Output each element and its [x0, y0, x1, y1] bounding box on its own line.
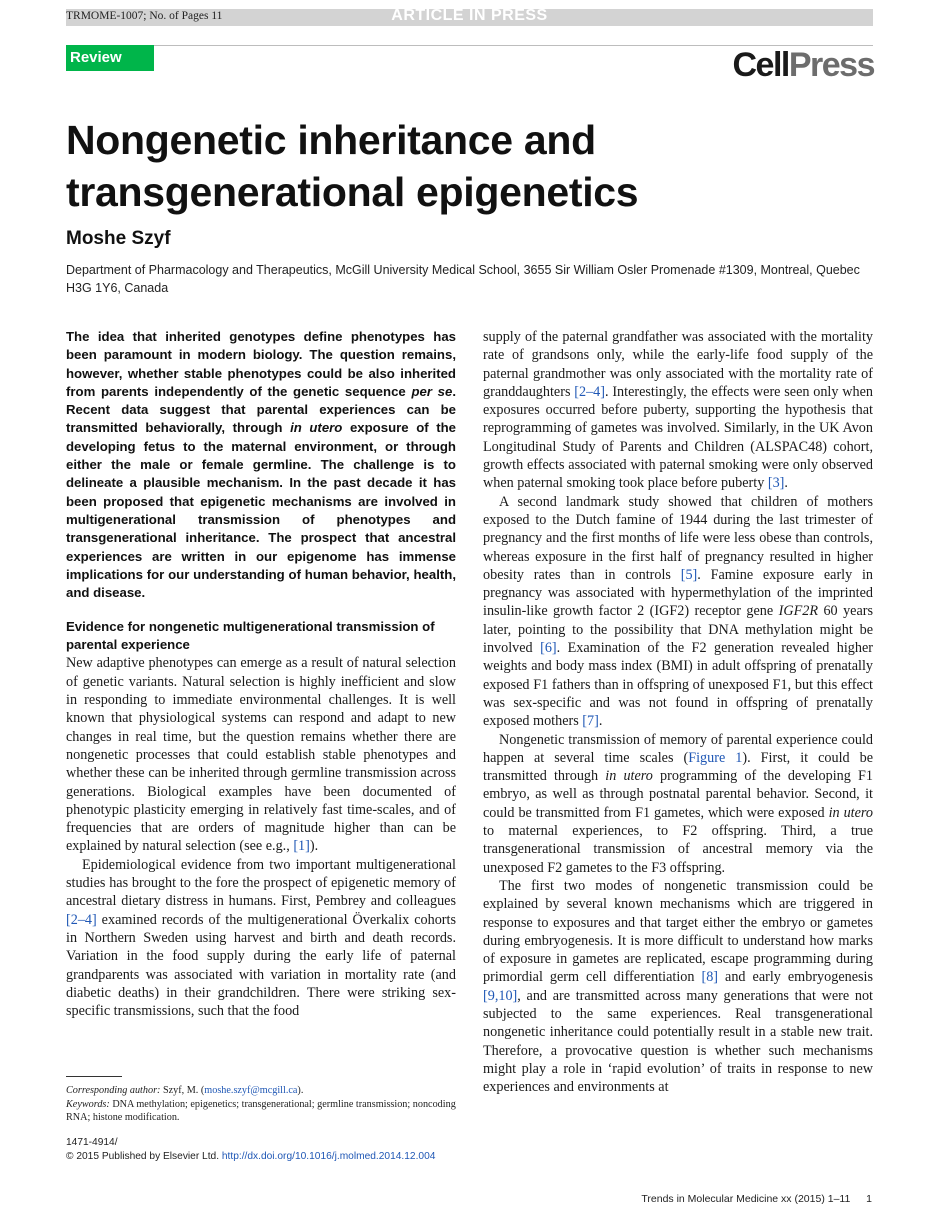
article-title: Nongenetic inheritance and transgenerational epigenetics [66, 117, 639, 215]
section-badge: Review [66, 45, 154, 71]
paragraph: The first two modes of nongenetic transmission could be explained by several known mechanisms which are triggered in response to exposures and that target either the embryo or gametes during embryogenesis. It is more difficult to understand how marks of exposure in gametes are replicated, escape programming during primordial germ cell differentiation [8] and early embryogenesis [9,10], and are transmitted across many generations that were not subjected to the same experiences. Real transgenerational nongenetic inheritance could potentially result in a stable new trait. Therefore, a provocative question is whether such mechanisms might play a role in ‘rapid evolution’ of traits in response to new experiences and environments at [483, 877, 873, 1096]
right-column [483, 328, 873, 1096]
running-head: TRMOME-1007; No. of Pages 11 [66, 10, 223, 22]
logo-press-text: Press [788, 46, 874, 84]
logo-cell-text: Cell [732, 46, 789, 84]
citation-link[interactable]: [7] [582, 713, 599, 730]
paragraph: Epidemiological evidence from two important multigenerational studies has brought to the fore the prospect of epigenetic memory of ancestral dietary distress in humans. First, Pembrey and colleagues [2–4] examined records of the multigenerational Överkalix cohorts in Northern Sweden using harvest and birth and death records. Variation in the food supply during the early life of paternal grandparents was associated with variation in mortality rate (and diabetic deaths) in their grandchildren. There were striking sex-specific transmissions, such that the food [66, 856, 456, 1020]
page-footer [641, 1193, 872, 1205]
citation-link[interactable]: [9,10] [483, 987, 518, 1004]
issn: 1471-4914/ [66, 1137, 118, 1148]
citation-link[interactable]: [1] [293, 838, 310, 855]
paragraph: supply of the paternal grandfather was associated with the mortality rate of grandsons only, while the early-life food supply of the paternal grandmother was only associated with the mortality rate of granddaughters [2–4]. Interestingly, the effects were seen only when exposures occurred before puberty, supporting the hypothesis that reprogramming of gametes was involved. Similarly, in the UK Avon Longitudinal Study of Parents and Children (ALSPAC48) cohort, growth effects associated with paternal smoking were only observed when paternal smoking took place before puberty [3]. [483, 329, 873, 492]
page-number: 1 [866, 1193, 872, 1205]
footnote-divider [66, 1076, 122, 1077]
email-link[interactable]: moshe.szyf@mcgill.ca [204, 1085, 298, 1096]
paragraph: A second landmark study showed that children of mothers exposed to the Dutch famine of 1944 during the last trimester of pregnancy and the first months of life were less obese than controls, whereas exposure in the first half of pregnancy resulted in higher obesity rates than in controls [5]. Famine exposure early in pregnancy was associated with hypermethylation of the imprinted insulin-like growth factor 2 (IGF2) receptor gene IGF2R 60 years later, pointing to the possibility that DNA methylation might be involved [6]. Examination of the F2 generation revealed higher weights and body mass index (BMI) in adult offspring of prenatally exposed F1 fathers than in offspring of unexposed F1, but this effect was sex-specific and was not found in offspring of prenatally exposed mothers [7]. [483, 493, 874, 730]
citation-link[interactable]: [8] [701, 969, 719, 986]
author-name: Moshe Szyf [66, 228, 171, 249]
footnotes [66, 1084, 466, 1125]
paragraph: Nongenetic transmission of memory of parental experience could happen at several time scales (Figure 1). First, it could be transmitted through in utero programming of the developing F1 embryo, as well as through postnatal parental behavior. Second, it could be transmitted from F1 gametes, which were exposed in utero to maternal experiences, to F2 offspring. Third, a true transgenerational transmission of ancestral memory via the unexposed F2 gametes to the F3 offspring. [483, 731, 874, 876]
left-column [66, 328, 456, 1020]
publication-info [66, 1136, 435, 1164]
top-status-bar [66, 9, 873, 26]
publisher-logo [733, 45, 875, 85]
paragraph: New adaptive phenotypes can emerge as a result of natural selection of genetic variants. Natural selection is highly inefficient and slow in responding to immediate environmental challenges. It is well known that physiological systems can respond and adapt to new changes in real time, but the question remains whether there are nongenetic processes that could establish stable phenotypes and whether these can be inherited through germline transmission across generations. Biological examples have been documented of phenotypic plasticity emerging in relatively fast time-scales, and of frequencies that are orders of magnitude higher than can be explained by natural selection (see e.g., [1]). [66, 655, 456, 855]
corresponding-author: Corresponding author: Szyf, M. (moshe.szyf@mcgill.ca). [66, 1085, 304, 1096]
citation-link[interactable]: [2–4] [66, 911, 97, 928]
figure-link[interactable]: Figure 1 [688, 749, 743, 766]
section-heading: Evidence for nongenetic multigenerational transmission of parental experience [66, 619, 435, 653]
citation-link[interactable]: [2–4] [574, 383, 605, 400]
journal-citation: Trends in Molecular Medicine xx (2015) 1–11 [641, 1193, 851, 1205]
doi-link[interactable]: http://dx.doi.org/10.1016/j.molmed.2014.12.004 [221, 1151, 436, 1162]
copyright: © 2015 Published by Elsevier Ltd. http://dx.doi.org/10.1016/j.molmed.2014.12.004 [66, 1151, 436, 1162]
citation-link[interactable]: [3] [767, 475, 785, 492]
abstract: The idea that inherited genotypes define phenotypes has been paramount in modern biology. The question remains, however, whether stable phenotypes could be also inherited from parents independently of the genetic sequence per se. Recent data suggest that parental experiences can be transmitted behaviorally, through in utero exposure of the developing fetus to the maternal environment, or through either the male or female germline. The challenge is to delineate a plausible mechanism. In the past decade it has been proposed that epigenetic mechanisms are involved in multigenerational transmission of phenotypes and transgenerational inheritance. The prospect that ancestral experiences are written in our epigenome has immense implications for our understanding of human behavior, health, and disease. [66, 329, 457, 601]
citation-link[interactable]: [5] [680, 566, 698, 583]
citation-link[interactable]: [6] [540, 640, 557, 657]
author-affiliation: Department of Pharmacology and Therapeutics, McGill University Medical School, 3655 Sir William Osler Promenade #1309, Montreal, Quebec H3G 1Y6, Canada [66, 263, 860, 295]
keywords: Keywords: DNA methylation; epigenetics; transgenerational; germline transmission; noncoding RNA; histone modification. [66, 1098, 456, 1123]
article-status: ARTICLE IN PRESS [391, 7, 548, 24]
